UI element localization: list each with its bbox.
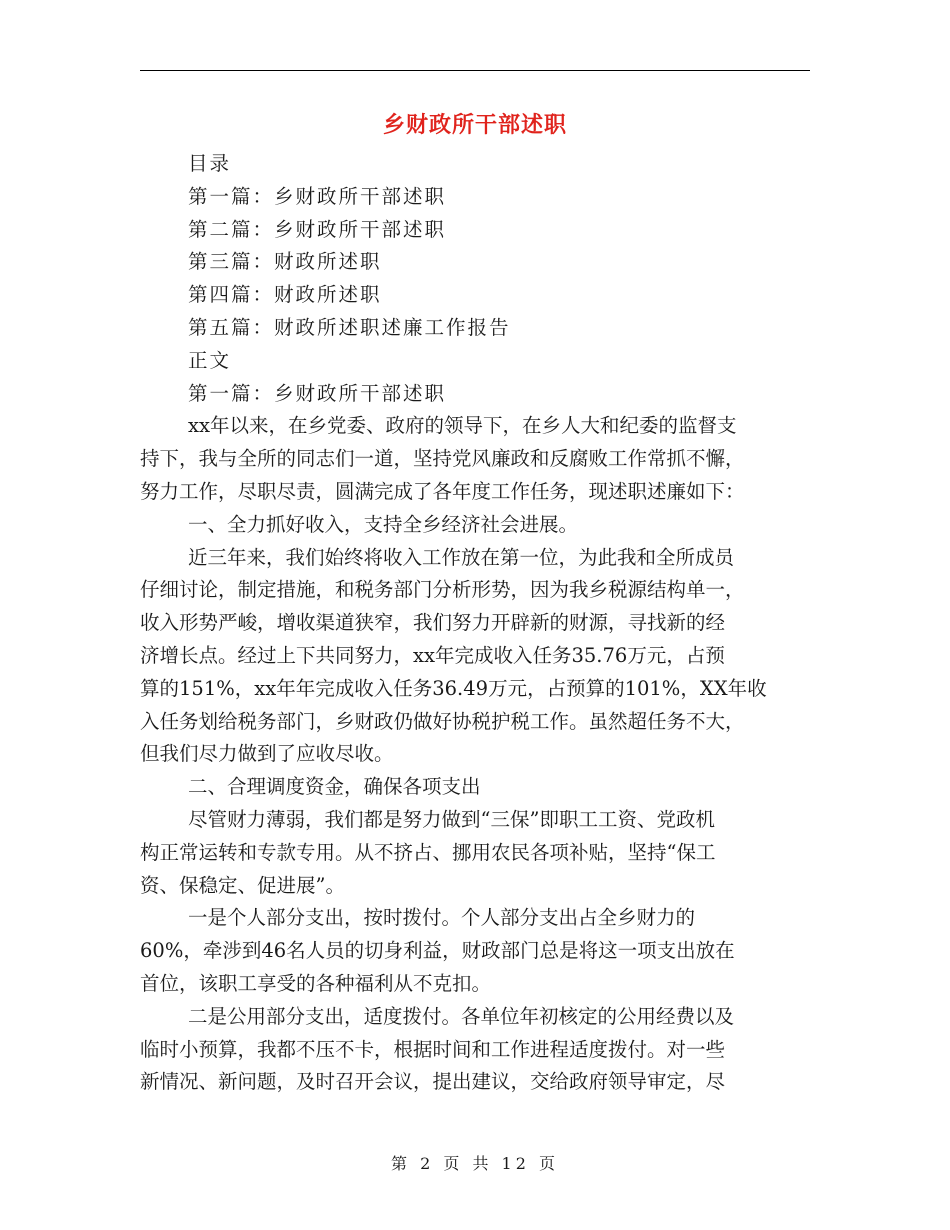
toc-item: 第三篇：财政所述职 xyxy=(188,250,382,274)
toc-item: 第一篇：乡财政所干部述职 xyxy=(188,184,447,208)
header-rule xyxy=(140,70,810,71)
body-line: 新情况、新问题，及时召开会议，提出建议，交给政府领导审定，尽 xyxy=(140,1070,726,1094)
body-line: 构正常运转和专款专用。从不挤占、挪用农民各项补贴，坚持“保工 xyxy=(140,840,716,864)
body-line: 收入形势严峻，增收渠道狭窄，我们努力开辟新的财源，寻找新的经 xyxy=(140,611,726,635)
toc-item: 第五篇：财政所述职述廉工作报告 xyxy=(188,315,511,339)
toc-item: 第四篇：财政所述职 xyxy=(188,283,382,307)
body-line: 济增长点。经过上下共同努力，xx年完成收入任务35.76万元，占预 xyxy=(140,643,725,667)
section-heading: 一、全力抓好收入，支持全乡经济社会进展。 xyxy=(188,512,579,536)
body-line: 临时小预算，我都不压不卡，根据时间和工作进程适度拨付。对一些 xyxy=(140,1037,726,1061)
body-line: 二是公用部分支出，适度拨付。各单位年初核定的公用经费以及 xyxy=(188,1004,735,1028)
body-line: 尽管财力薄弱，我们都是努力做到“三保”即职工工资、党政机 xyxy=(188,807,715,831)
body-line: 但我们尽力做到了应收尽收。 xyxy=(140,742,394,766)
body-line: 努力工作，尽职尽责，圆满完成了各年度工作任务，现述职述廉如下： xyxy=(140,479,745,503)
section-heading: 二、合理调度资金，确保各项支出 xyxy=(188,775,481,799)
main-heading: 正文 xyxy=(188,348,232,372)
chapter-title: 第一篇：乡财政所干部述职 xyxy=(188,381,447,405)
body-line: 60%，牵涉到46名人员的切身利益，财政部门总是将这一项支出放在 xyxy=(140,939,735,963)
document-body xyxy=(140,148,810,1099)
body-line: 入任务划给税务部门，乡财政仍做好协税护税工作。虽然超任务不大， xyxy=(140,709,745,733)
body-line: xx年以来，在乡党委、政府的领导下，在乡人大和纪委的监督支 xyxy=(188,414,737,438)
body-line: 首位，该职工享受的各种福利从不克扣。 xyxy=(140,971,492,995)
body-line: 持下，我与全所的同志们一道，坚持党风廉政和反腐败工作常抓不懈， xyxy=(140,447,745,471)
body-line: 资、保稳定、促进展”。 xyxy=(140,873,345,897)
body-line: 一是个人部分支出，按时拨付。个人部分支出占全乡财力的 xyxy=(188,906,696,930)
page-number-footer: 第 2 页 共 12 页 xyxy=(391,1154,559,1173)
body-line: 算的151%，xx年年完成收入任务36.49万元，占预算的101%，XX年收 xyxy=(140,676,767,700)
body-line: 近三年来，我们始终将收入工作放在第一位，为此我和全所成员 xyxy=(188,545,735,569)
document-title: 乡财政所干部述职 xyxy=(382,113,567,138)
toc-heading: 目录 xyxy=(188,152,232,175)
body-line: 仔细讨论，制定措施，和税务部门分析形势，因为我乡税源结构单一， xyxy=(140,578,745,602)
toc-item: 第二篇：乡财政所干部述职 xyxy=(188,217,447,241)
